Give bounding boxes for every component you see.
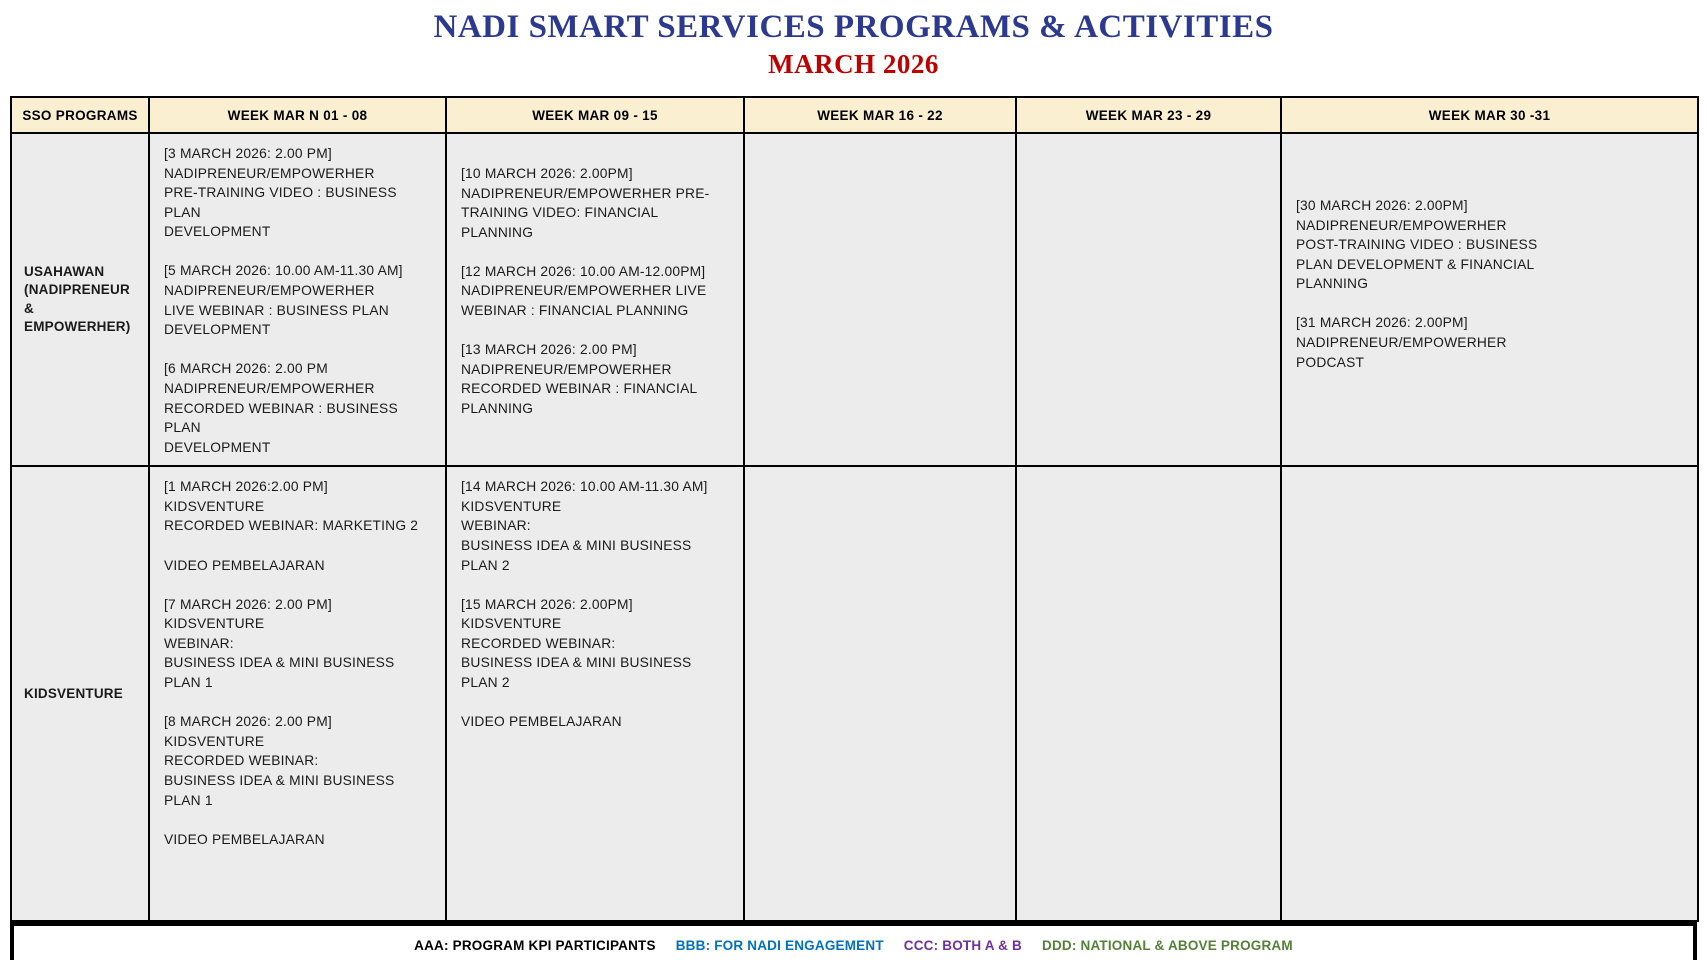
column-header-sso-programs: SSO PROGRAMS [11,97,149,133]
schedule-cell-usahawan-week5: [30 MARCH 2026: 2.00PM] NADIPRENEUR/EMPOWERHER POST-TRAINING VIDEO : BUSINESS PLAN DEVELOPMENT & FINANCIAL PLANNING [31 MARCH 2026: 2.00PM] NADIPRENEUR/EMPOWERHER PODCAST [1281,133,1698,466]
schedule-cell-usahawan-week3 [744,133,1016,466]
legend-aaa-program-kpi: AAA: PROGRAM KPI PARTICIPANTS [414,937,656,953]
schedule-page [0,9,1707,960]
schedule-cell-usahawan-week2: [10 MARCH 2026: 2.00PM] NADIPRENEUR/EMPOWERHER PRE- TRAINING VIDEO: FINANCIAL PLANNING [12 MARCH 2026: 10.00 AM-12.00PM] NADIPRENEUR/EMPOWERHER LIVE WEBINAR : FINANCIAL PLANNING [13 MARCH 2026: 2.00 PM] NADIPRENEUR/EMPOWERHER RECORDED WEBINAR : FINANCIAL PLANNING [446,133,744,466]
table-row-kidsventure [11,466,1698,921]
schedule-table [10,96,1699,922]
legend-bbb-nadi-engagement: BBB: FOR NADI ENGAGEMENT [675,937,884,953]
page-title: NADI SMART SERVICES PROGRAMS & ACTIVITIES [433,9,1274,45]
legend-bar [10,922,1697,960]
column-header-week-mar-23-29: WEEK MAR 23 - 29 [1016,97,1281,133]
schedule-cell-usahawan-week1: [3 MARCH 2026: 2.00 PM] NADIPRENEUR/EMPOWERHER PRE-TRAINING VIDEO : BUSINESS PLAN DEVELOPMENT [5 MARCH 2026: 10.00 AM-11.30 AM] NADIPRENEUR/EMPOWERHER LIVE WEBINAR : BUSINESS PLAN DEVELOPMENT [6 MARCH 2026: 2.00 PM NADIPRENEUR/EMPOWERHER RECORDED WEBINAR : BUSINESS PLAN DEVELOPMENT [149,133,446,466]
header-row [11,97,1698,133]
schedule-cell-usahawan-week4 [1016,133,1281,466]
column-header-week-mar-16-22: WEEK MAR 16 - 22 [744,97,1016,133]
program-label-kidsventure: KIDSVENTURE [11,466,149,921]
legend-ddd-national-above: DDD: NATIONAL & ABOVE PROGRAM [1042,937,1293,953]
legend-ccc-both-a-b: CCC: BOTH A & B [903,937,1023,953]
column-header-week-mar-01-08: WEEK MAR N 01 - 08 [149,97,446,133]
column-header-week-mar-09-15: WEEK MAR 09 - 15 [446,97,744,133]
column-header-week-mar-30-31: WEEK MAR 30 -31 [1281,97,1698,133]
schedule-cell-kidsventure-week1: [1 MARCH 2026:2.00 PM] KIDSVENTURE RECORDED WEBINAR: MARKETING 2 VIDEO PEMBELAJARAN [7 MARCH 2026: 2.00 PM] KIDSVENTURE WEBINAR: BUSINESS IDEA & MINI BUSINESS PLAN 1 [8 MARCH 2026: 2.00 PM] KIDSVENTURE RECORDED WEBINAR: BUSINESS IDEA & MINI BUSINESS PLAN 1 VIDEO PEMBELAJARAN [149,466,446,921]
schedule-cell-kidsventure-week4 [1016,466,1281,921]
program-label-usahawan: USAHAWAN (NADIPRENEUR & EMPOWERHER) [11,133,149,466]
schedule-cell-kidsventure-week3 [744,466,1016,921]
table-row-usahawan [11,133,1698,466]
schedule-cell-kidsventure-week2: [14 MARCH 2026: 10.00 AM-11.30 AM] KIDSVENTURE WEBINAR: BUSINESS IDEA & MINI BUSINESS PLAN 2 [15 MARCH 2026: 2.00PM] KIDSVENTURE RECORDED WEBINAR: BUSINESS IDEA & MINI BUSINESS PLAN 2 VIDEO PEMBELAJARAN [446,466,744,921]
page-subtitle: MARCH 2026 [768,49,939,79]
schedule-cell-kidsventure-week5 [1281,466,1698,921]
